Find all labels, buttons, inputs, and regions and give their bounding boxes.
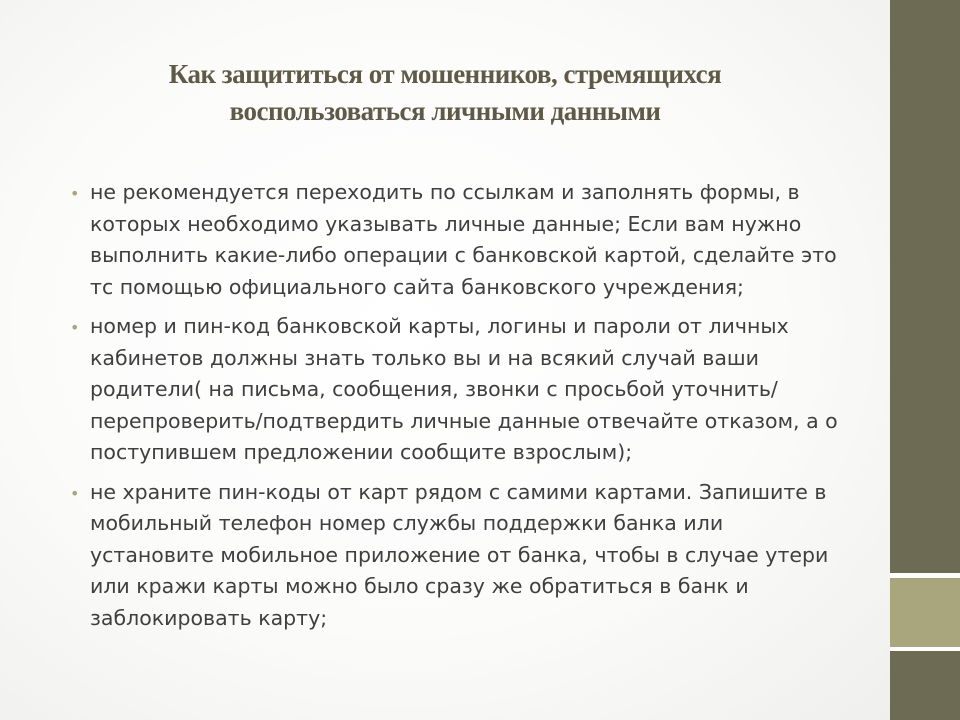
bullet-dot-icon: • — [70, 318, 80, 337]
sidebar-light-block — [890, 578, 960, 647]
bullet-item — [70, 477, 840, 635]
decorative-sidebar — [890, 0, 960, 720]
bullet-item — [70, 177, 840, 303]
bullet-list — [70, 177, 840, 642]
bullet-text: не храните пин-коды от карт рядом с самими картами. Запишите в мобильный телефон номер службы поддержки банка или установите мобильное приложение от банка, чтобы в случае утери или кражи карты можно было сразу же обратиться в банк и заблокировать карту; — [90, 479, 829, 630]
title-line-2: воспользоваться личными данными — [229, 96, 661, 126]
title-line-1: Как защититься от мошенников, стремящихся — [168, 59, 722, 89]
slide-title — [60, 56, 830, 130]
bullet-dot-icon: • — [70, 483, 80, 503]
bullet-text: не рекомендуется переходить по ссылкам и заполнять формы, в которых необходимо указывать личные данные; Если вам нужно выполнить какие-либо операции с банковской картой, сделайте это тс помощью официального сайта банковского учреждения; — [90, 180, 837, 299]
bullet-dot-icon: • — [70, 184, 80, 203]
sidebar-dark-block — [890, 0, 960, 573]
bullet-text: номер и пин-код банковской карты, логины и пароли от личных кабинетов должны знать только вы и на всякий случай ваши родители( на письма, сообщения, звонки с просьбой уточнить/перепроверить/подтвердить личные данные отвечайте отказом, а о поступившем предложении сообщите взрослым); — [90, 314, 838, 464]
sidebar-dark-block — [890, 651, 960, 720]
bullet-item — [70, 311, 840, 469]
